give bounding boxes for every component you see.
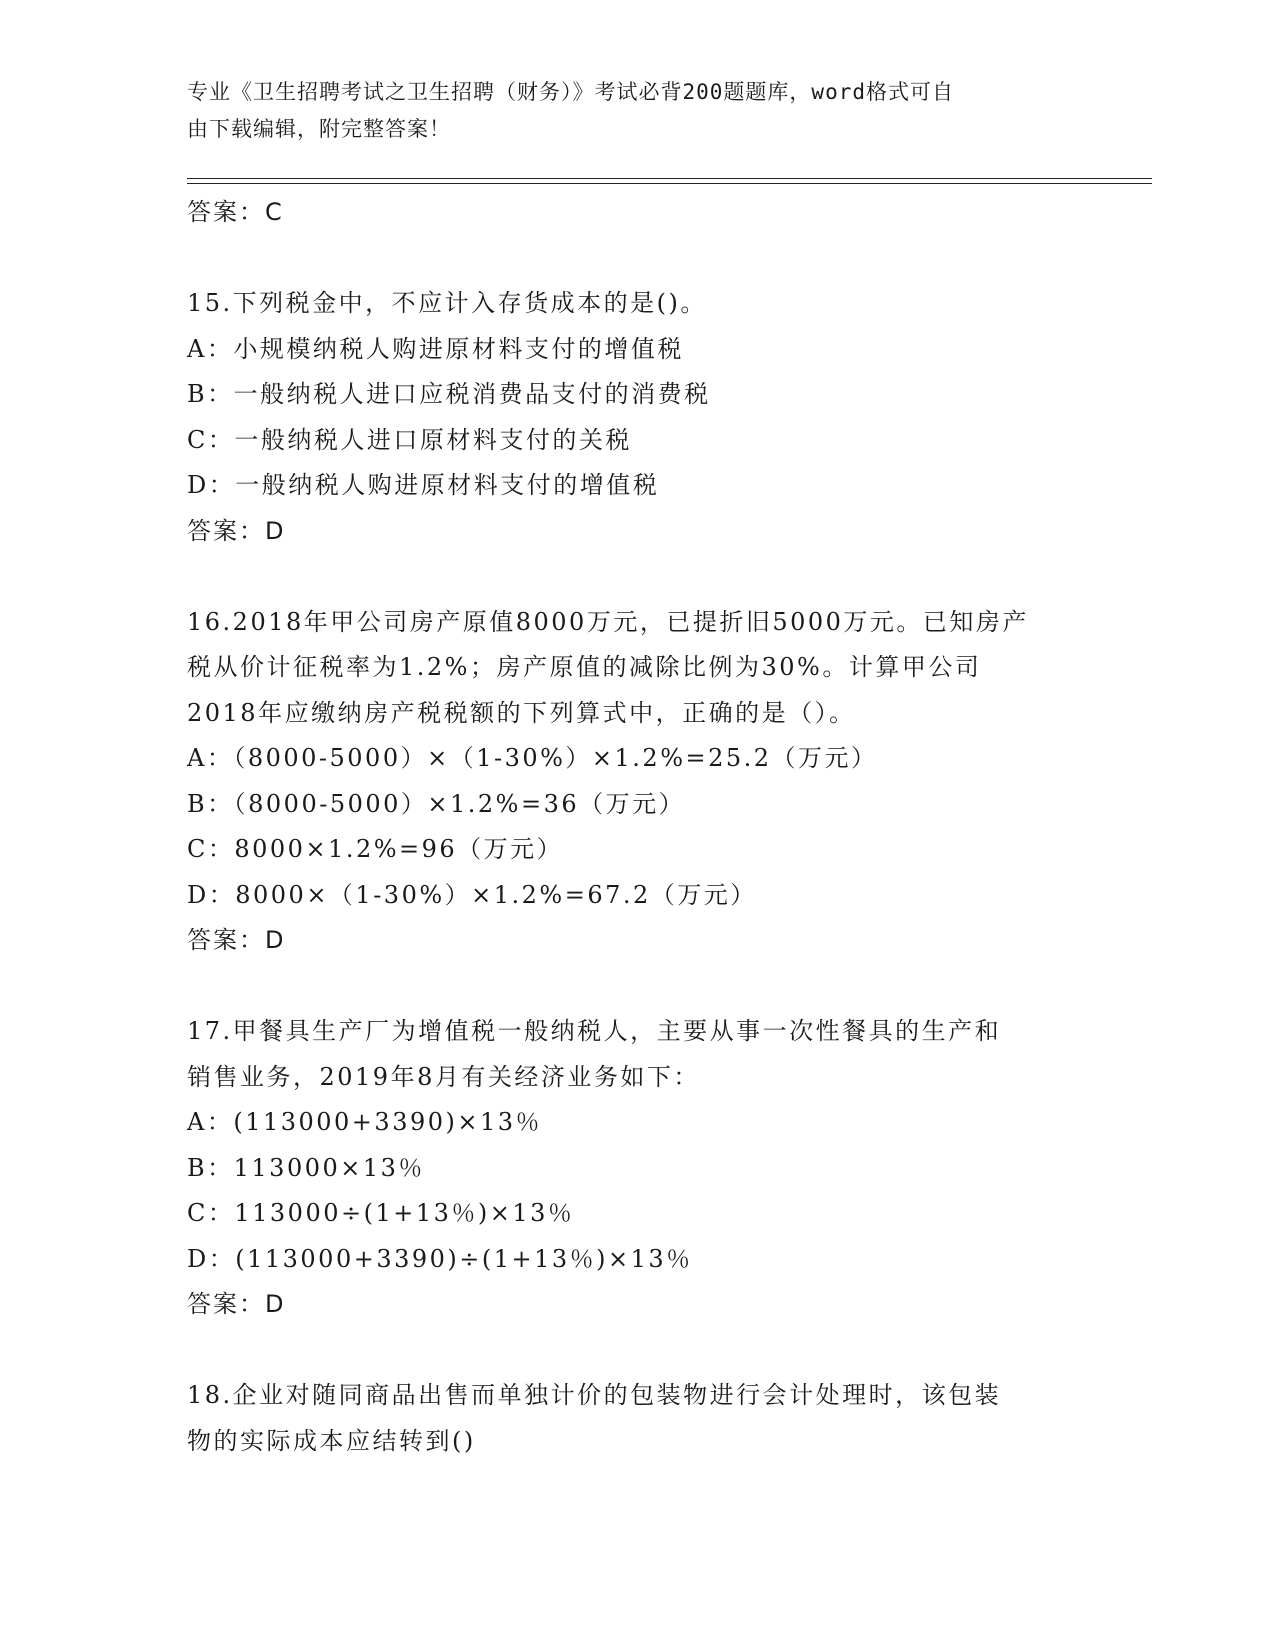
header-rule-top [187,178,1152,179]
document-header [187,74,1067,148]
question-stem-line-1: 16.2018年甲公司房产原值8000万元，已提折旧5000万元。已知房产 [187,607,1029,636]
option-d: D：一般纳税人购进原材料支付的增值税 [187,471,660,499]
question-stem-line-2: 销售业务，2019年8月有关经济业务如下： [187,1062,700,1091]
option-c: C：8000×1.2%=96（万元） [187,835,564,863]
option-c: C：一般纳税人进口原材料支付的关税 [187,425,632,454]
option-b: B：113000×13％ [187,1153,425,1182]
option-a: A：(113000+3390)×13％ [187,1108,543,1136]
option-a: A：小规模纳税人购进原材料支付的增值税 [187,334,684,363]
option-d: D：8000×（1-30%）×1.2%=67.2（万元） [187,880,757,909]
question-stem: 15.下列税金中，不应计入存货成本的是()。 [187,289,707,317]
option-b: B：（8000-5000）×1.2%=36（万元） [187,789,686,818]
question-16 [187,600,1087,964]
option-b: B：一般纳税人进口应税消费品支付的消费税 [187,380,711,408]
previous-answer: 答案：C [187,198,284,226]
question-17 [187,1009,1087,1328]
spacer [187,554,1087,600]
question-stem-line-3: 2018年应缴纳房产税税额的下列算式中，正确的是（）。 [187,698,856,727]
question-stem-line-1: 18.企业对随同商品出售而单独计价的包装物进行会计处理时，该包装 [187,1381,1002,1409]
question-18 [187,1373,1087,1464]
option-d: D：(113000+3390)÷(1+13％)×13％ [187,1244,693,1273]
option-c: C：113000÷(1+13％)×13％ [187,1199,575,1227]
question-stem-line-1: 17.甲餐具生产厂为增值税一般纳税人，主要从事一次性餐具的生产和 [187,1017,1002,1045]
spacer [187,1328,1087,1374]
question-stem-line-2: 物的实际成本应结转到() [187,1426,476,1455]
document-body [187,190,1087,1464]
question-stem-line-2: 税从价计征税率为1.2%；房产原值的减除比例为30%。计算甲公司 [187,653,982,681]
header-line-1: 专业《卫生招聘考试之卫生招聘（财务）》考试必背200题题库，word格式可自 [187,80,954,104]
answer: 答案：D [187,926,286,954]
header-line-2: 由下载编辑，附完整答案！ [187,117,451,141]
question-15 [187,281,1087,554]
spacer [187,236,1087,282]
spacer [187,964,1087,1010]
answer: 答案：D [187,1290,286,1318]
header-rule-bottom [187,183,1152,184]
answer: 答案：D [187,516,286,545]
option-a: A：（8000-5000）×（1-30%）×1.2%=25.2（万元） [187,744,878,772]
